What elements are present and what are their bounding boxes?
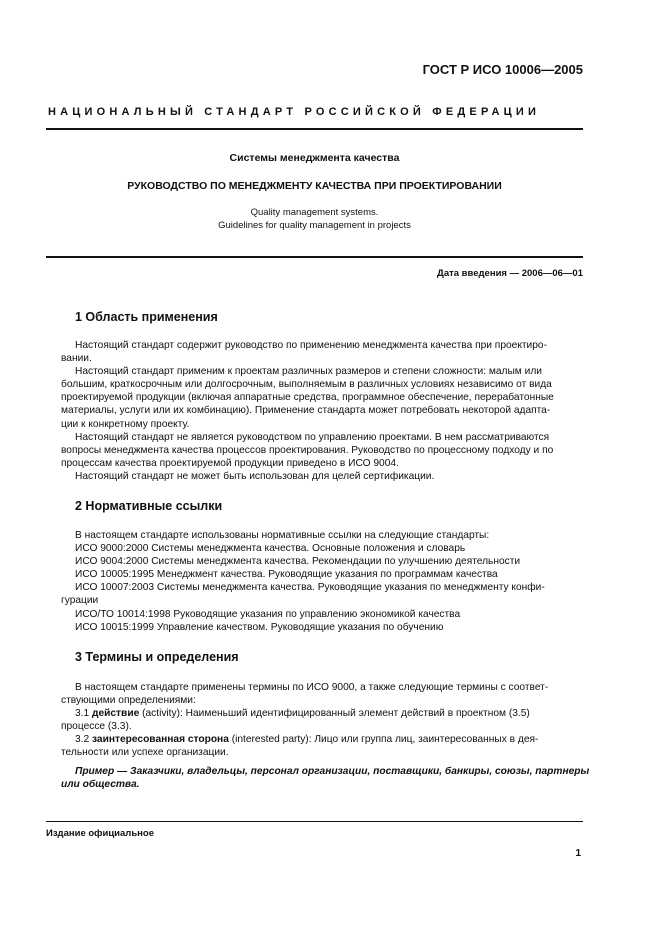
text-line: тельности или успехе организации. <box>61 747 229 759</box>
text-line: ствующими определениями: <box>61 695 196 707</box>
text-line: процессам качества проектируемой продукции приведено в ИСО 9004. <box>61 457 399 469</box>
reference-item-continuation: гурации <box>61 595 99 607</box>
header-rule <box>46 128 583 130</box>
text-line: Настоящий стандарт содержит руководство по применению менеджмента качества при проектиро- <box>75 340 547 351</box>
term-name: действие <box>92 708 140 720</box>
document-number: ГОСТ Р ИСО 10006—2005 <box>422 62 583 77</box>
section-2-heading: 2 Нормативные ссылки <box>75 499 223 513</box>
english-title <box>46 206 583 232</box>
page-number: 1 <box>575 848 581 859</box>
term-3-2 <box>61 733 583 746</box>
example-note <box>61 765 590 791</box>
section-2-body <box>61 529 583 634</box>
text-line: В настоящем стандарте применены термины по ИСО 9000, а также следующие термины с соответ- <box>75 682 549 693</box>
text-line: материалы, услуги или их комбинацию). Применение стандарта может потребовать некоторой адапта- <box>61 405 551 417</box>
title-line-2: РУКОВОДСТВО ПО МЕНЕДЖМЕНТУ КАЧЕСТВА ПРИ ПРОЕКТИРОВАНИИ <box>127 180 502 192</box>
text-line: Настоящий стандарт применим к проектам различных размеров и степени сложности: малым или <box>75 366 542 378</box>
introduction-date: Дата введения — 2006—06—01 <box>437 268 583 279</box>
text-line: вании. <box>61 353 92 365</box>
text-line: процессе (3.3). <box>61 721 132 733</box>
section-3-heading: 3 Термины и определения <box>75 650 239 664</box>
term-definition: (interested party): Лицо или группа лиц, заинтересованных в дея- <box>228 734 539 746</box>
text-line: Настоящий стандарт не может быть использован для целей сертификации. <box>75 470 435 482</box>
section-1-heading: 1 Область применения <box>75 310 218 324</box>
english-title-line-1: Quality management systems. <box>250 207 379 218</box>
reference-item: ИСО 9000:2000 Системы менеджмента качества. Основные положения и словарь <box>75 543 466 555</box>
title-rule <box>46 256 583 258</box>
national-standard-banner: НАЦИОНАЛЬНЫЙ СТАНДАРТ РОССИЙСКОЙ ФЕДЕРАЦИИ <box>48 106 541 118</box>
term-name: заинтересованная сторона <box>92 734 229 746</box>
footer-rule <box>46 821 583 822</box>
term-number: 3.1 <box>75 708 92 720</box>
reference-item: ИСО 10005:1995 Менеджмент качества. Руководящие указания по программам качества <box>75 569 498 581</box>
reference-item: ИСО/ТО 10014:1998 Руководящие указания по управлению экономикой качества <box>75 608 461 620</box>
term-definition: (activity): Наименьший идентифицированный элемент действий в проектном (3.5) <box>139 708 530 720</box>
example-line: или общества. <box>61 779 140 791</box>
section-3-body <box>61 681 583 760</box>
section-1-body <box>61 339 583 483</box>
text-line: ции к конкретному проекту. <box>61 418 190 430</box>
title-line-1: Системы менеджмента качества <box>229 152 400 164</box>
edition-label: Издание официальное <box>46 828 154 839</box>
text-line: В настоящем стандарте использованы нормативные ссылки на следующие стандарты: <box>75 530 490 541</box>
text-line: большим, краткосрочным или долгосрочным, выполняемым в различных условиях независимо от вида <box>61 379 552 391</box>
text-line: проектируемой продукции (включая аппаратные средства, программное обеспечение, перерабатонные <box>61 392 554 404</box>
term-3-1 <box>61 707 583 720</box>
example-line: Пример — Заказчики, владельцы, персонал организации, поставщики, банкиры, союзы, партнеры <box>75 766 590 777</box>
text-line: вопросы менеджмента качества процессов проектирования. Руководство по процессному подходу и по <box>61 444 554 456</box>
reference-item: ИСО 10007:2003 Системы менеджмента качества. Руководящие указания по менеджменту конфи- <box>75 582 545 594</box>
reference-item: ИСО 10015:1999 Управление качеством. Руководящие указания по обучению <box>75 621 444 633</box>
term-number: 3.2 <box>75 734 92 746</box>
reference-item: ИСО 9004:2000 Системы менеджмента качества. Рекомендации по улучшению деятельности <box>75 556 521 568</box>
text-line: Настоящий стандарт не является руководством по управлению проектами. В нем рассматриваются <box>75 431 550 443</box>
english-title-line-2: Guidelines for quality management in projects <box>218 220 411 231</box>
